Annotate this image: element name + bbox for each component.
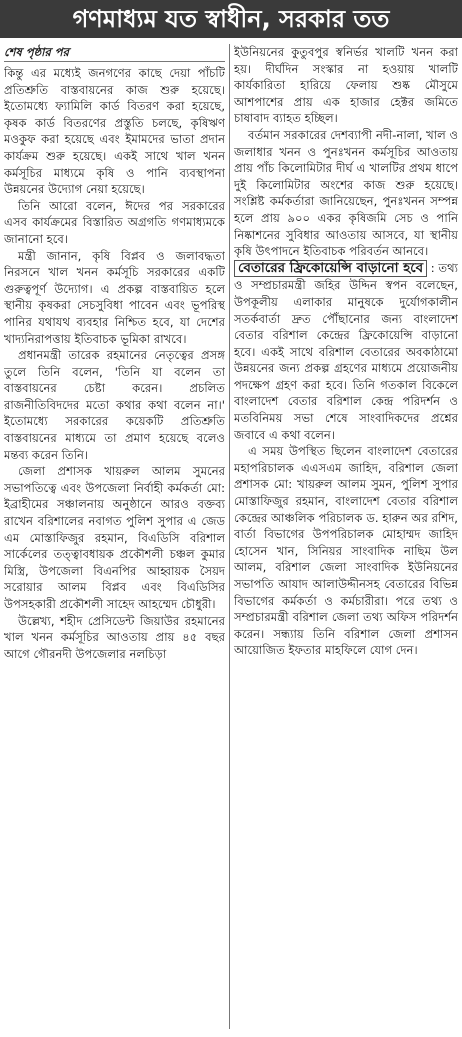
headline: গণমাধ্যম যত স্বাধীন, সরকার তত [0, 0, 462, 38]
subheading-paragraph [234, 260, 458, 444]
paragraph: কিন্তু এর মধ্যেই জনগণের কাছে দেয়া পাঁচটি প্রতিশ্রুতি বাস্তবায়নের কাজ শুরু হয়েছে। ইতোমধ্যে ফ্যামিলি কার্ড বিতরণ করা হয়েছে, কৃষক কার্ড বিতরণের প্রস্তুতি চলছে, কৃষিঋণ মওকুফ করা হয়েছে এবং ইমামদের ভাতা প্রদান কার্যক্রম শুরু হয়েছে। একই সাথে খাল খনন কর্মসূচির মাধ্যমে কৃষি ও পানি ব্যবস্থাপনা উন্নয়নের উদ্যোগ নেয়া হয়েছে। [4, 66, 225, 197]
kicker-divider [4, 61, 225, 62]
subheading: বেতারের ফ্রিকোয়েন্সি বাড়ানো হবে [234, 260, 427, 277]
column-divider [229, 44, 230, 1029]
right-column [234, 44, 458, 1031]
paragraph: উল্লেখ্য, শহীদ প্রেসিডেন্ট জিয়াউর রহমানের খাল খনন কর্মসূচির আওতায় প্রায় ৪৫ বছর আগে গৌরনদী উপজেলার নলচিড়া [4, 613, 225, 661]
paragraph: এ সময় উপস্থিত ছিলেন বাংলাদেশ বেতারের মহাপরিচালক এএসএম জাহিদ, বরিশাল জেলা প্রশাসক মো: খায়রুল আলম সুমন, পুলিশ সুপার মোস্তাফিজুর রহমান, বাংলাদেশ বেতার বরিশাল কেন্দ্রের আঞ্চলিক পরিচালক ড. হারুন অর রশিদ, বার্তা বিভাগের উপপরিচালক মোহাম্মদ জাহিদ হোসেন খান, সিনিয়র সাংবাদিক নাছিম উল আলম, বরিশাল জেলা সাংবাদিক ইউনিয়নের সভাপতি আযাদ আলাউদ্দীনসহ বেতারের বিভিন্ন বিভাগের কর্মকর্তা ও কর্মচারীরা। পরে তথ্য ও সম্প্রচারমন্ত্রী বরিশাল জেলা তথ্য অফিস পরিদর্শন করেন। সন্ধ্যায় তিনি বরিশাল জেলা প্রশাসন আয়োজিত ইফতার মাহফিলে যোগ দেন। [234, 444, 458, 658]
paragraph: জেলা প্রশাসক খায়রুল আলম সুমনের সভাপতিত্বে এবং উপজেলা নির্বাহী কর্মকর্তা মো: ইব্রাহীমের সঞ্চালনায় অনুষ্ঠানে আরও বক্তব্য রাখেন বরিশালের নবাগত পুলিশ সুপার এ জেড এম মোস্তাফিজুর রহমান, বিএডিসি বরিশাল সার্কেলের তত্ত্বাবধায়ক প্রকৌশলী চঞ্চল কুমার মিস্ত্রি, উপজেলা বিএনপির আহ্বায়ক সৈয়দ সরোয়ার আলম বিপ্লব এবং বিএডিসির উপসহকারী প্রকৌশলী সাহেদ আহম্মেদ চৌধুরী। [4, 464, 225, 611]
paragraph: ইউনিয়নের কুতুবপুর স্বনির্ভর খালটি খনন করা হয়। দীর্ঘদিন সংস্কার না হওয়ায় খালটি কার্যকারিতা হারিয়ে ফেলায় শুষ্ক মৌসুমে আশপাশের প্রায় এক হাজার হেক্টর জমিতে চাষাবাদ ব্যাহত হচ্ছিল। [234, 45, 458, 126]
left-column [4, 44, 225, 1031]
continued-from-label: শেষ পৃষ্ঠার পর [4, 45, 69, 59]
paragraph: প্রধানমন্ত্রী তারেক রহমানের নেতৃত্বের প্রসঙ্গ তুলে তিনি বলেন, 'তিনি যা বলেন তা বাস্তবায়নের চেষ্টা করেন। প্রচলিত রাজনীতিবিদদের মতো কথার কথা বলেন না।' ইতোমধ্যে সরকারের কয়েকটি প্রতিশ্রুতি বাস্তবায়নের মাধ্যমে তা প্রমাণ হয়েছে বলেও মন্তব্য করেন তিনি। [4, 348, 225, 462]
paragraph: বর্তমান সরকারের দেশব্যাপী নদী-নালা, খাল ও জলাধার খনন ও পুনঃখনন কর্মসূচির আওতায় প্রায় পাঁচ কিলোমিটার দীর্ঘ এ খালটির প্রথম ধাপে দুই কিলোমিটার অংশের কাজ শুরু হয়েছে। সংশ্লিষ্ট কর্মকর্তারা জানিয়েছেন, পুনঃখনন সম্পন্ন হলে প্রায় ৯০০ একর কৃষিজমি সেচ ও পানি নিষ্কাশনের সুবিধার আওতায় আসবে, যা স্থানীয় কৃষি উৎপাদনে ইতিবাচক পরিবর্তন আনবে। [234, 127, 458, 259]
paragraph: তিনি আরো বলেন, ঈদের পর সরকারের এসব কার্যক্রমের বিস্তারিত অগ্রগতি গণমাধ্যমকে জানানো হবে। [4, 198, 225, 246]
subheading-lead: : তথ্য ও সম্প্রচারমন্ত্রী জহির উদ্দিন স্বপন বলেছেন, উপকূলীয় এলাকার মানুষকে দুর্যোগকালীন সতর্কবার্তা দ্রুত পৌঁছানোর জন্য বাংলাদেশ বেতার বরিশাল কেন্দ্রের ফ্রিকোয়েন্সি বাড়ানো হবে। একই সাথে বরিশাল বেতারের অবকাঠামো উন্নয়নের জন্য প্রকল্প গ্রহণের মাধ্যমে প্রয়োজনীয় পদক্ষেপ গ্রহণ করা হবে। তিনি গতকাল বিকেলে বাংলাদেশ বেতার বরিশাল কেন্দ্র পরিদর্শন ও মতবিনিময় সভা শেষে সাংবাদিকদের প্রশ্নের জবাবে এ কথা বলেন। [234, 260, 458, 442]
paragraph: মন্ত্রী জানান, কৃষি বিপ্লব ও জলাবদ্ধতা নিরসনে খাল খনন কর্মসূচি সরকারের একটি গুরুত্বপূর্ণ উদ্যোগ। এ প্রকল্প বাস্তবায়িত হলে স্থানীয় কৃষকরা সেচসুবিধা পাবেন এবং ভূপরিস্থ পানির যথাযথ ব্যবহার নিশ্চিত হবে, যা দেশের খাদ্যনিরাপত্তায় ইতিবাচক ভূমিকা রাখবে। [4, 248, 225, 346]
